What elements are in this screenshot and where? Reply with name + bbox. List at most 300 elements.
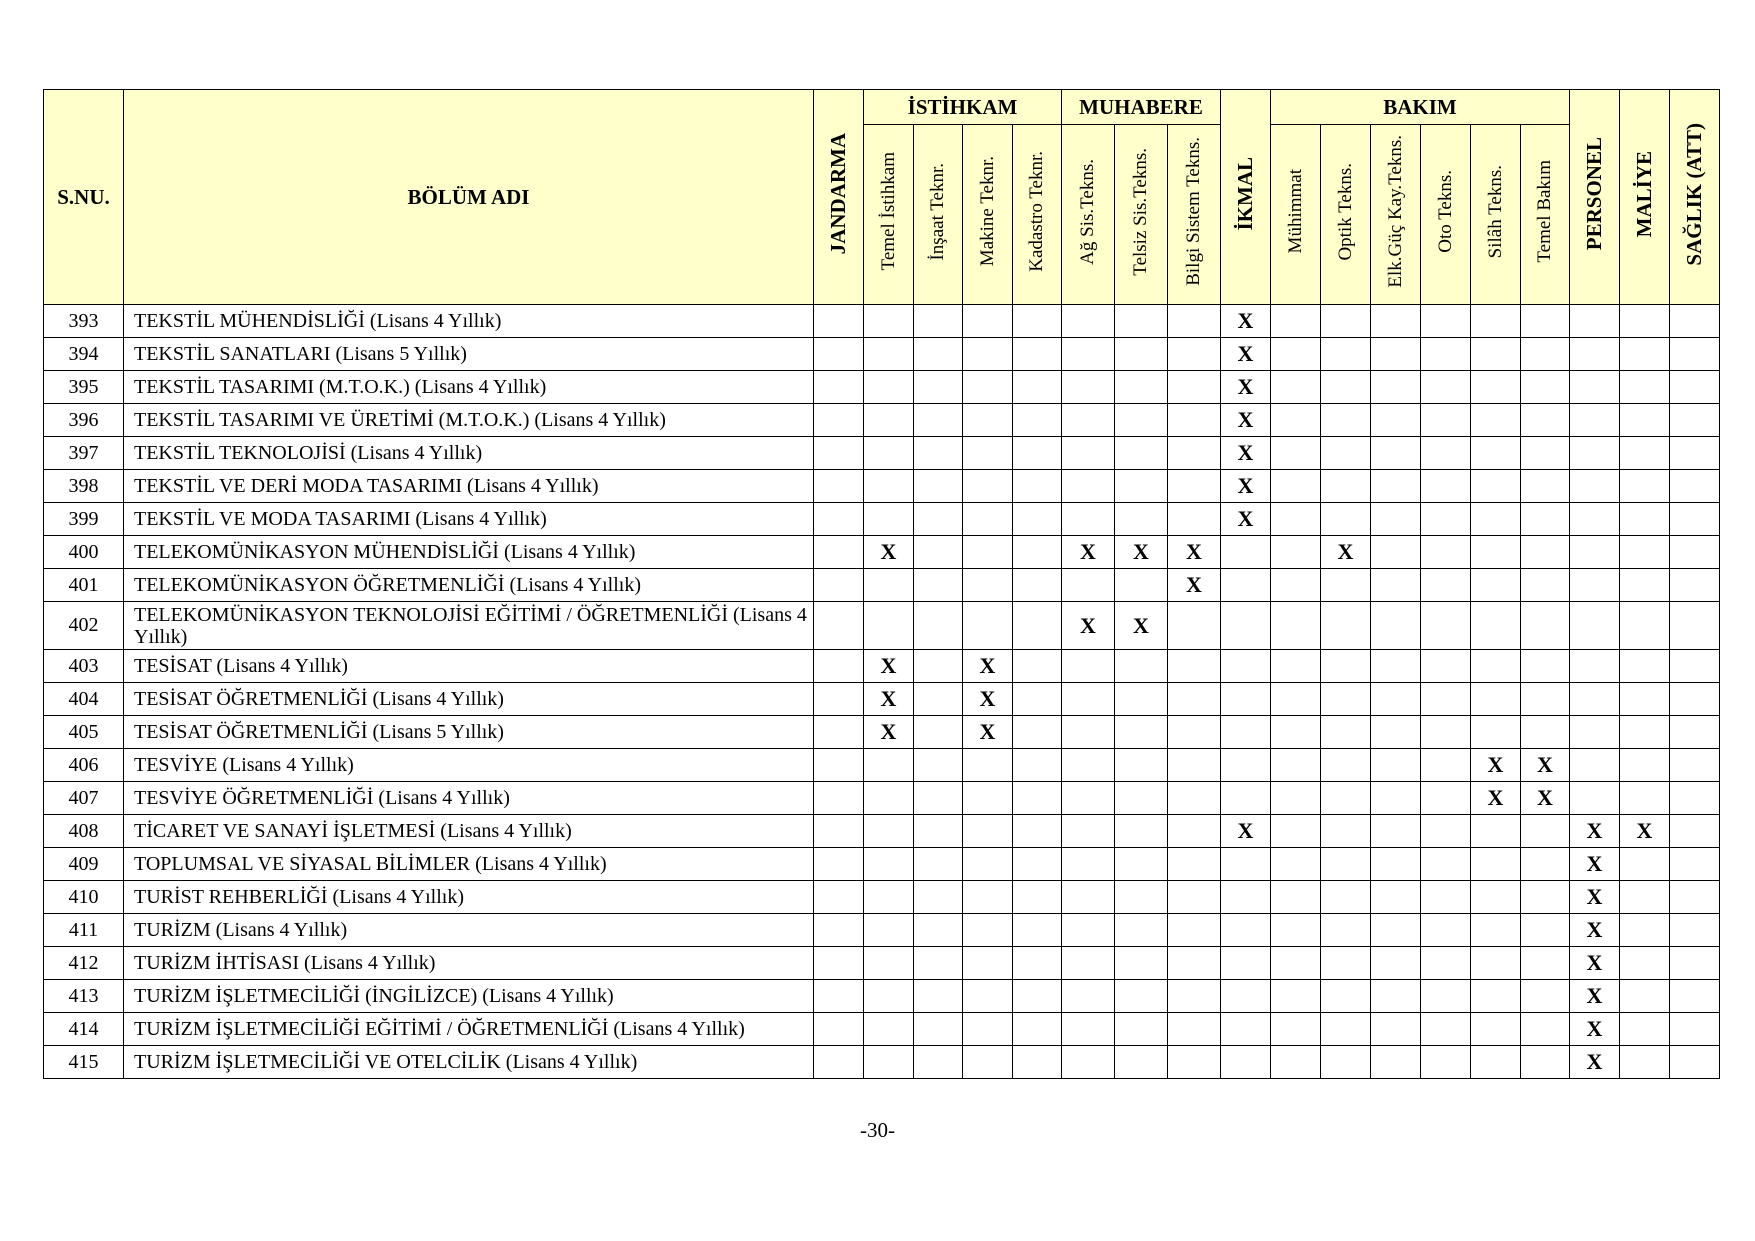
- mark-cell: [1321, 1046, 1371, 1079]
- mark-cell: [963, 470, 1013, 503]
- mark-cell: [1620, 338, 1670, 371]
- mark-cell: X: [1168, 536, 1221, 569]
- mark-cell: [1013, 371, 1062, 404]
- mark-cell: [864, 437, 914, 470]
- mark-cell: [864, 602, 914, 650]
- mark-cell: [1271, 650, 1321, 683]
- mark-cell: [864, 1013, 914, 1046]
- col-personel-header: PERSONEL: [1570, 90, 1620, 305]
- mark-cell: [1115, 914, 1168, 947]
- mark-cell: [1421, 305, 1471, 338]
- mark-cell: X: [1062, 536, 1115, 569]
- mark-cell: [814, 782, 864, 815]
- mark-cell: [1168, 371, 1221, 404]
- mark-cell: [1421, 503, 1471, 536]
- mark-cell: X: [1321, 536, 1371, 569]
- col-jandarma-header: JANDARMA: [814, 90, 864, 305]
- branch-table: [43, 89, 1720, 1079]
- mark-cell: [1321, 947, 1371, 980]
- mark-cell: [1670, 815, 1720, 848]
- mark-cell: [814, 536, 864, 569]
- mark-cell: [1271, 338, 1321, 371]
- mark-cell: [1670, 404, 1720, 437]
- mark-cell: [1421, 749, 1471, 782]
- table-body: [44, 305, 1720, 1079]
- mark-cell: [1221, 569, 1271, 602]
- mark-cell: X: [1570, 815, 1620, 848]
- mark-cell: X: [1115, 602, 1168, 650]
- mark-cell: [1371, 782, 1421, 815]
- mark-cell: [1321, 569, 1371, 602]
- mark-cell: [1620, 569, 1670, 602]
- mark-cell: [1013, 404, 1062, 437]
- mark-cell: X: [1471, 782, 1521, 815]
- mark-cell: [1271, 716, 1321, 749]
- mark-cell: [1168, 980, 1221, 1013]
- mark-cell: [1620, 404, 1670, 437]
- mark-cell: [1620, 1013, 1670, 1046]
- mark-cell: [1062, 569, 1115, 602]
- mark-cell: [1570, 437, 1620, 470]
- mark-cell: [1371, 683, 1421, 716]
- mark-cell: [1321, 1013, 1371, 1046]
- mark-cell: [1670, 1013, 1720, 1046]
- mark-cell: [814, 1013, 864, 1046]
- row-number: 397: [44, 437, 124, 470]
- mark-cell: [1620, 536, 1670, 569]
- mark-cell: [1168, 1013, 1221, 1046]
- mark-cell: [1115, 338, 1168, 371]
- mark-cell: X: [1221, 503, 1271, 536]
- mark-cell: [1062, 815, 1115, 848]
- mark-cell: [1221, 602, 1271, 650]
- mark-cell: [1321, 437, 1371, 470]
- mark-cell: [1062, 947, 1115, 980]
- mark-cell: [1471, 503, 1521, 536]
- mark-cell: [1115, 947, 1168, 980]
- mark-cell: [1013, 437, 1062, 470]
- mark-cell: [1421, 716, 1471, 749]
- mark-cell: [1168, 683, 1221, 716]
- mark-cell: [864, 404, 914, 437]
- mark-cell: [1670, 716, 1720, 749]
- mark-cell: [1271, 305, 1321, 338]
- mark-cell: [1062, 848, 1115, 881]
- mark-cell: [1421, 881, 1471, 914]
- mark-cell: [1013, 749, 1062, 782]
- col-kadastro-header: Kadastro Teknr.: [1013, 125, 1062, 305]
- row-number: 413: [44, 980, 124, 1013]
- mark-cell: [1570, 536, 1620, 569]
- mark-cell: X: [1471, 749, 1521, 782]
- row-number: 394: [44, 338, 124, 371]
- branch-name: TESİSAT ÖĞRETMENLİĞİ (Lisans 4 Yıllık): [124, 683, 814, 716]
- branch-name: TEKSTİL TASARIMI (M.T.O.K.) (Lisans 4 Yıllık): [124, 371, 814, 404]
- mark-cell: [1421, 650, 1471, 683]
- mark-cell: [1221, 650, 1271, 683]
- mark-cell: [814, 338, 864, 371]
- col-muhimmat-header: Mühimmat: [1271, 125, 1321, 305]
- mark-cell: [1371, 1046, 1421, 1079]
- mark-cell: [1471, 914, 1521, 947]
- row-number: 396: [44, 404, 124, 437]
- mark-cell: [814, 815, 864, 848]
- mark-cell: X: [1221, 437, 1271, 470]
- mark-cell: [864, 503, 914, 536]
- mark-cell: [814, 371, 864, 404]
- mark-cell: [1013, 569, 1062, 602]
- branch-name: TESİSAT (Lisans 4 Yıllık): [124, 650, 814, 683]
- mark-cell: [1013, 305, 1062, 338]
- mark-cell: [1062, 371, 1115, 404]
- mark-cell: [1271, 947, 1321, 980]
- mark-cell: [1271, 470, 1321, 503]
- row-number: 407: [44, 782, 124, 815]
- table-row: [44, 536, 1720, 569]
- mark-cell: [1670, 848, 1720, 881]
- mark-cell: [1570, 650, 1620, 683]
- mark-cell: [963, 338, 1013, 371]
- mark-cell: [914, 338, 963, 371]
- mark-cell: [864, 980, 914, 1013]
- mark-cell: [914, 503, 963, 536]
- row-number: 414: [44, 1013, 124, 1046]
- group-muhabere-header: MUHABERE: [1062, 90, 1221, 125]
- branch-name: TİCARET VE SANAYİ İŞLETMESİ (Lisans 4 Yıllık): [124, 815, 814, 848]
- mark-cell: [963, 782, 1013, 815]
- mark-cell: [814, 848, 864, 881]
- mark-cell: [1271, 404, 1321, 437]
- mark-cell: [1221, 716, 1271, 749]
- mark-cell: [1115, 404, 1168, 437]
- mark-cell: [1013, 881, 1062, 914]
- mark-cell: [1062, 338, 1115, 371]
- mark-cell: [914, 602, 963, 650]
- mark-cell: [1371, 305, 1421, 338]
- mark-cell: [1521, 536, 1570, 569]
- mark-cell: [963, 1013, 1013, 1046]
- mark-cell: [1168, 947, 1221, 980]
- mark-cell: [1570, 371, 1620, 404]
- mark-cell: [1168, 404, 1221, 437]
- mark-cell: X: [1221, 470, 1271, 503]
- mark-cell: [814, 470, 864, 503]
- col-name-header: BÖLÜM ADI: [124, 90, 814, 305]
- table-row: [44, 815, 1720, 848]
- mark-cell: X: [963, 683, 1013, 716]
- mark-cell: [1221, 980, 1271, 1013]
- mark-cell: [1321, 848, 1371, 881]
- mark-cell: [1620, 749, 1670, 782]
- mark-cell: [1570, 782, 1620, 815]
- mark-cell: [1620, 650, 1670, 683]
- mark-cell: [1321, 371, 1371, 404]
- mark-cell: X: [1168, 569, 1221, 602]
- mark-cell: [1670, 1046, 1720, 1079]
- mark-cell: [1521, 980, 1570, 1013]
- mark-cell: [1670, 881, 1720, 914]
- mark-cell: [1321, 815, 1371, 848]
- mark-cell: [1115, 782, 1168, 815]
- table-row: [44, 1046, 1720, 1079]
- branch-name: TOPLUMSAL VE SİYASAL BİLİMLER (Lisans 4 Yıllık): [124, 848, 814, 881]
- mark-cell: [1521, 815, 1570, 848]
- mark-cell: [914, 470, 963, 503]
- mark-cell: X: [864, 650, 914, 683]
- mark-cell: [864, 338, 914, 371]
- mark-cell: [963, 569, 1013, 602]
- mark-cell: [1570, 470, 1620, 503]
- mark-cell: [1521, 503, 1570, 536]
- mark-cell: [1271, 815, 1321, 848]
- mark-cell: [1271, 914, 1321, 947]
- mark-cell: [1471, 1046, 1521, 1079]
- mark-cell: [1115, 1046, 1168, 1079]
- mark-cell: [1271, 782, 1321, 815]
- table-row: [44, 503, 1720, 536]
- col-silah-header: Silâh Tekns.: [1471, 125, 1521, 305]
- table-row: [44, 305, 1720, 338]
- mark-cell: [864, 881, 914, 914]
- mark-cell: [1115, 683, 1168, 716]
- mark-cell: [963, 980, 1013, 1013]
- mark-cell: [864, 782, 914, 815]
- mark-cell: [1670, 437, 1720, 470]
- mark-cell: X: [864, 716, 914, 749]
- mark-cell: [1271, 980, 1321, 1013]
- mark-cell: [1271, 1013, 1321, 1046]
- mark-cell: [1471, 1013, 1521, 1046]
- mark-cell: [1321, 782, 1371, 815]
- mark-cell: [1115, 716, 1168, 749]
- mark-cell: [1670, 749, 1720, 782]
- mark-cell: [1271, 848, 1321, 881]
- mark-cell: [1620, 305, 1670, 338]
- mark-cell: [914, 650, 963, 683]
- mark-cell: [1168, 815, 1221, 848]
- row-number: 409: [44, 848, 124, 881]
- mark-cell: [1271, 437, 1321, 470]
- row-number: 410: [44, 881, 124, 914]
- mark-cell: [1421, 980, 1471, 1013]
- mark-cell: [1471, 371, 1521, 404]
- mark-cell: [1471, 437, 1521, 470]
- table-header: [44, 90, 1720, 305]
- mark-cell: [1471, 470, 1521, 503]
- mark-cell: X: [1221, 305, 1271, 338]
- mark-cell: [1221, 749, 1271, 782]
- mark-cell: [1670, 503, 1720, 536]
- mark-cell: [1521, 1013, 1570, 1046]
- mark-cell: [814, 602, 864, 650]
- mark-cell: X: [1570, 914, 1620, 947]
- mark-cell: [1471, 947, 1521, 980]
- mark-cell: [1521, 947, 1570, 980]
- branch-name: TELEKOMÜNİKASYON TEKNOLOJİSİ EĞİTİMİ / ÖĞRETMENLİĞİ (Lisans 4 Yıllık): [124, 602, 814, 650]
- mark-cell: [1620, 683, 1670, 716]
- branch-name: TURİZM (Lisans 4 Yıllık): [124, 914, 814, 947]
- mark-cell: [1371, 815, 1421, 848]
- row-number: 399: [44, 503, 124, 536]
- mark-cell: [1421, 1046, 1471, 1079]
- mark-cell: [1421, 947, 1471, 980]
- mark-cell: [914, 683, 963, 716]
- mark-cell: [1321, 881, 1371, 914]
- mark-cell: [1371, 503, 1421, 536]
- table-row: [44, 470, 1720, 503]
- mark-cell: [1371, 650, 1421, 683]
- branch-name: TURİST REHBERLİĞİ (Lisans 4 Yıllık): [124, 881, 814, 914]
- branch-name: TEKSTİL VE DERİ MODA TASARIMI (Lisans 4 Yıllık): [124, 470, 814, 503]
- mark-cell: [1620, 914, 1670, 947]
- mark-cell: [1321, 305, 1371, 338]
- mark-cell: [1371, 371, 1421, 404]
- mark-cell: [1115, 815, 1168, 848]
- mark-cell: [1371, 338, 1421, 371]
- mark-cell: [1062, 470, 1115, 503]
- mark-cell: [864, 569, 914, 602]
- mark-cell: [1168, 338, 1221, 371]
- mark-cell: [864, 947, 914, 980]
- mark-cell: [1670, 782, 1720, 815]
- mark-cell: [1062, 881, 1115, 914]
- mark-cell: X: [864, 536, 914, 569]
- table-row: [44, 437, 1720, 470]
- mark-cell: [864, 305, 914, 338]
- mark-cell: [1521, 305, 1570, 338]
- mark-cell: [1471, 650, 1521, 683]
- mark-cell: [864, 470, 914, 503]
- mark-cell: [1168, 470, 1221, 503]
- mark-cell: [1221, 881, 1271, 914]
- mark-cell: [1421, 536, 1471, 569]
- mark-cell: [1371, 716, 1421, 749]
- mark-cell: [814, 305, 864, 338]
- mark-cell: [1670, 470, 1720, 503]
- row-number: 404: [44, 683, 124, 716]
- mark-cell: [1168, 650, 1221, 683]
- mark-cell: [1421, 569, 1471, 602]
- mark-cell: [1620, 503, 1670, 536]
- mark-cell: [1471, 305, 1521, 338]
- mark-cell: [1271, 569, 1321, 602]
- branch-name: TESVİYE ÖĞRETMENLİĞİ (Lisans 4 Yıllık): [124, 782, 814, 815]
- mark-cell: [1421, 404, 1471, 437]
- mark-cell: [1013, 338, 1062, 371]
- mark-cell: [1013, 470, 1062, 503]
- mark-cell: [1471, 848, 1521, 881]
- mark-cell: [1062, 782, 1115, 815]
- branch-name: TEKSTİL SANATLARI (Lisans 5 Yıllık): [124, 338, 814, 371]
- mark-cell: [1221, 536, 1271, 569]
- mark-cell: [1168, 602, 1221, 650]
- mark-cell: X: [1115, 536, 1168, 569]
- mark-cell: [1013, 782, 1062, 815]
- mark-cell: X: [1570, 980, 1620, 1013]
- mark-cell: [1013, 815, 1062, 848]
- mark-cell: [1670, 338, 1720, 371]
- mark-cell: [914, 1013, 963, 1046]
- table-row: [44, 404, 1720, 437]
- mark-cell: [1271, 881, 1321, 914]
- mark-cell: [1471, 980, 1521, 1013]
- row-number: 401: [44, 569, 124, 602]
- mark-cell: [1471, 716, 1521, 749]
- mark-cell: [1321, 650, 1371, 683]
- mark-cell: [1115, 650, 1168, 683]
- mark-cell: [1471, 404, 1521, 437]
- mark-cell: [963, 404, 1013, 437]
- mark-cell: [1471, 683, 1521, 716]
- mark-cell: [1570, 569, 1620, 602]
- mark-cell: [1321, 602, 1371, 650]
- row-number: 398: [44, 470, 124, 503]
- page-number: -30-: [860, 1118, 895, 1142]
- mark-cell: [1062, 1046, 1115, 1079]
- mark-cell: X: [1521, 782, 1570, 815]
- mark-cell: [1570, 683, 1620, 716]
- col-temel-bakim-header: Temel Bakım: [1521, 125, 1570, 305]
- mark-cell: [1271, 536, 1321, 569]
- col-oto-header: Oto Tekns.: [1421, 125, 1471, 305]
- mark-cell: [1620, 437, 1670, 470]
- branch-name: TELEKOMÜNİKASYON ÖĞRETMENLİĞİ (Lisans 4 Yıllık): [124, 569, 814, 602]
- mark-cell: X: [1221, 404, 1271, 437]
- mark-cell: [1471, 569, 1521, 602]
- mark-cell: [1271, 503, 1321, 536]
- mark-cell: X: [1221, 371, 1271, 404]
- mark-cell: [1168, 305, 1221, 338]
- mark-cell: [963, 602, 1013, 650]
- mark-cell: [1521, 683, 1570, 716]
- mark-cell: [1570, 716, 1620, 749]
- mark-cell: [1271, 683, 1321, 716]
- mark-cell: [1221, 683, 1271, 716]
- mark-cell: [1168, 848, 1221, 881]
- mark-cell: [1221, 1046, 1271, 1079]
- mark-cell: [1321, 404, 1371, 437]
- branch-name: TEKSTİL MÜHENDİSLİĞİ (Lisans 4 Yıllık): [124, 305, 814, 338]
- mark-cell: [963, 914, 1013, 947]
- mark-cell: [1062, 503, 1115, 536]
- table-row: [44, 338, 1720, 371]
- mark-cell: [1421, 815, 1471, 848]
- mark-cell: [1062, 404, 1115, 437]
- mark-cell: [814, 650, 864, 683]
- mark-cell: [1620, 881, 1670, 914]
- mark-cell: [914, 782, 963, 815]
- mark-cell: [1062, 650, 1115, 683]
- mark-cell: [1521, 650, 1570, 683]
- mark-cell: [814, 569, 864, 602]
- mark-cell: [1168, 881, 1221, 914]
- mark-cell: [1421, 602, 1471, 650]
- mark-cell: X: [864, 683, 914, 716]
- branch-name: TEKSTİL VE MODA TASARIMI (Lisans 4 Yıllık): [124, 503, 814, 536]
- mark-cell: [914, 947, 963, 980]
- col-bilgi-header: Bilgi Sistem Tekns.: [1168, 125, 1221, 305]
- mark-cell: [1221, 848, 1271, 881]
- mark-cell: [814, 749, 864, 782]
- mark-cell: [1321, 914, 1371, 947]
- mark-cell: [1013, 650, 1062, 683]
- mark-cell: [1168, 782, 1221, 815]
- mark-cell: [1221, 914, 1271, 947]
- row-number: 408: [44, 815, 124, 848]
- mark-cell: [1271, 371, 1321, 404]
- table-row: [44, 848, 1720, 881]
- mark-cell: X: [1570, 1013, 1620, 1046]
